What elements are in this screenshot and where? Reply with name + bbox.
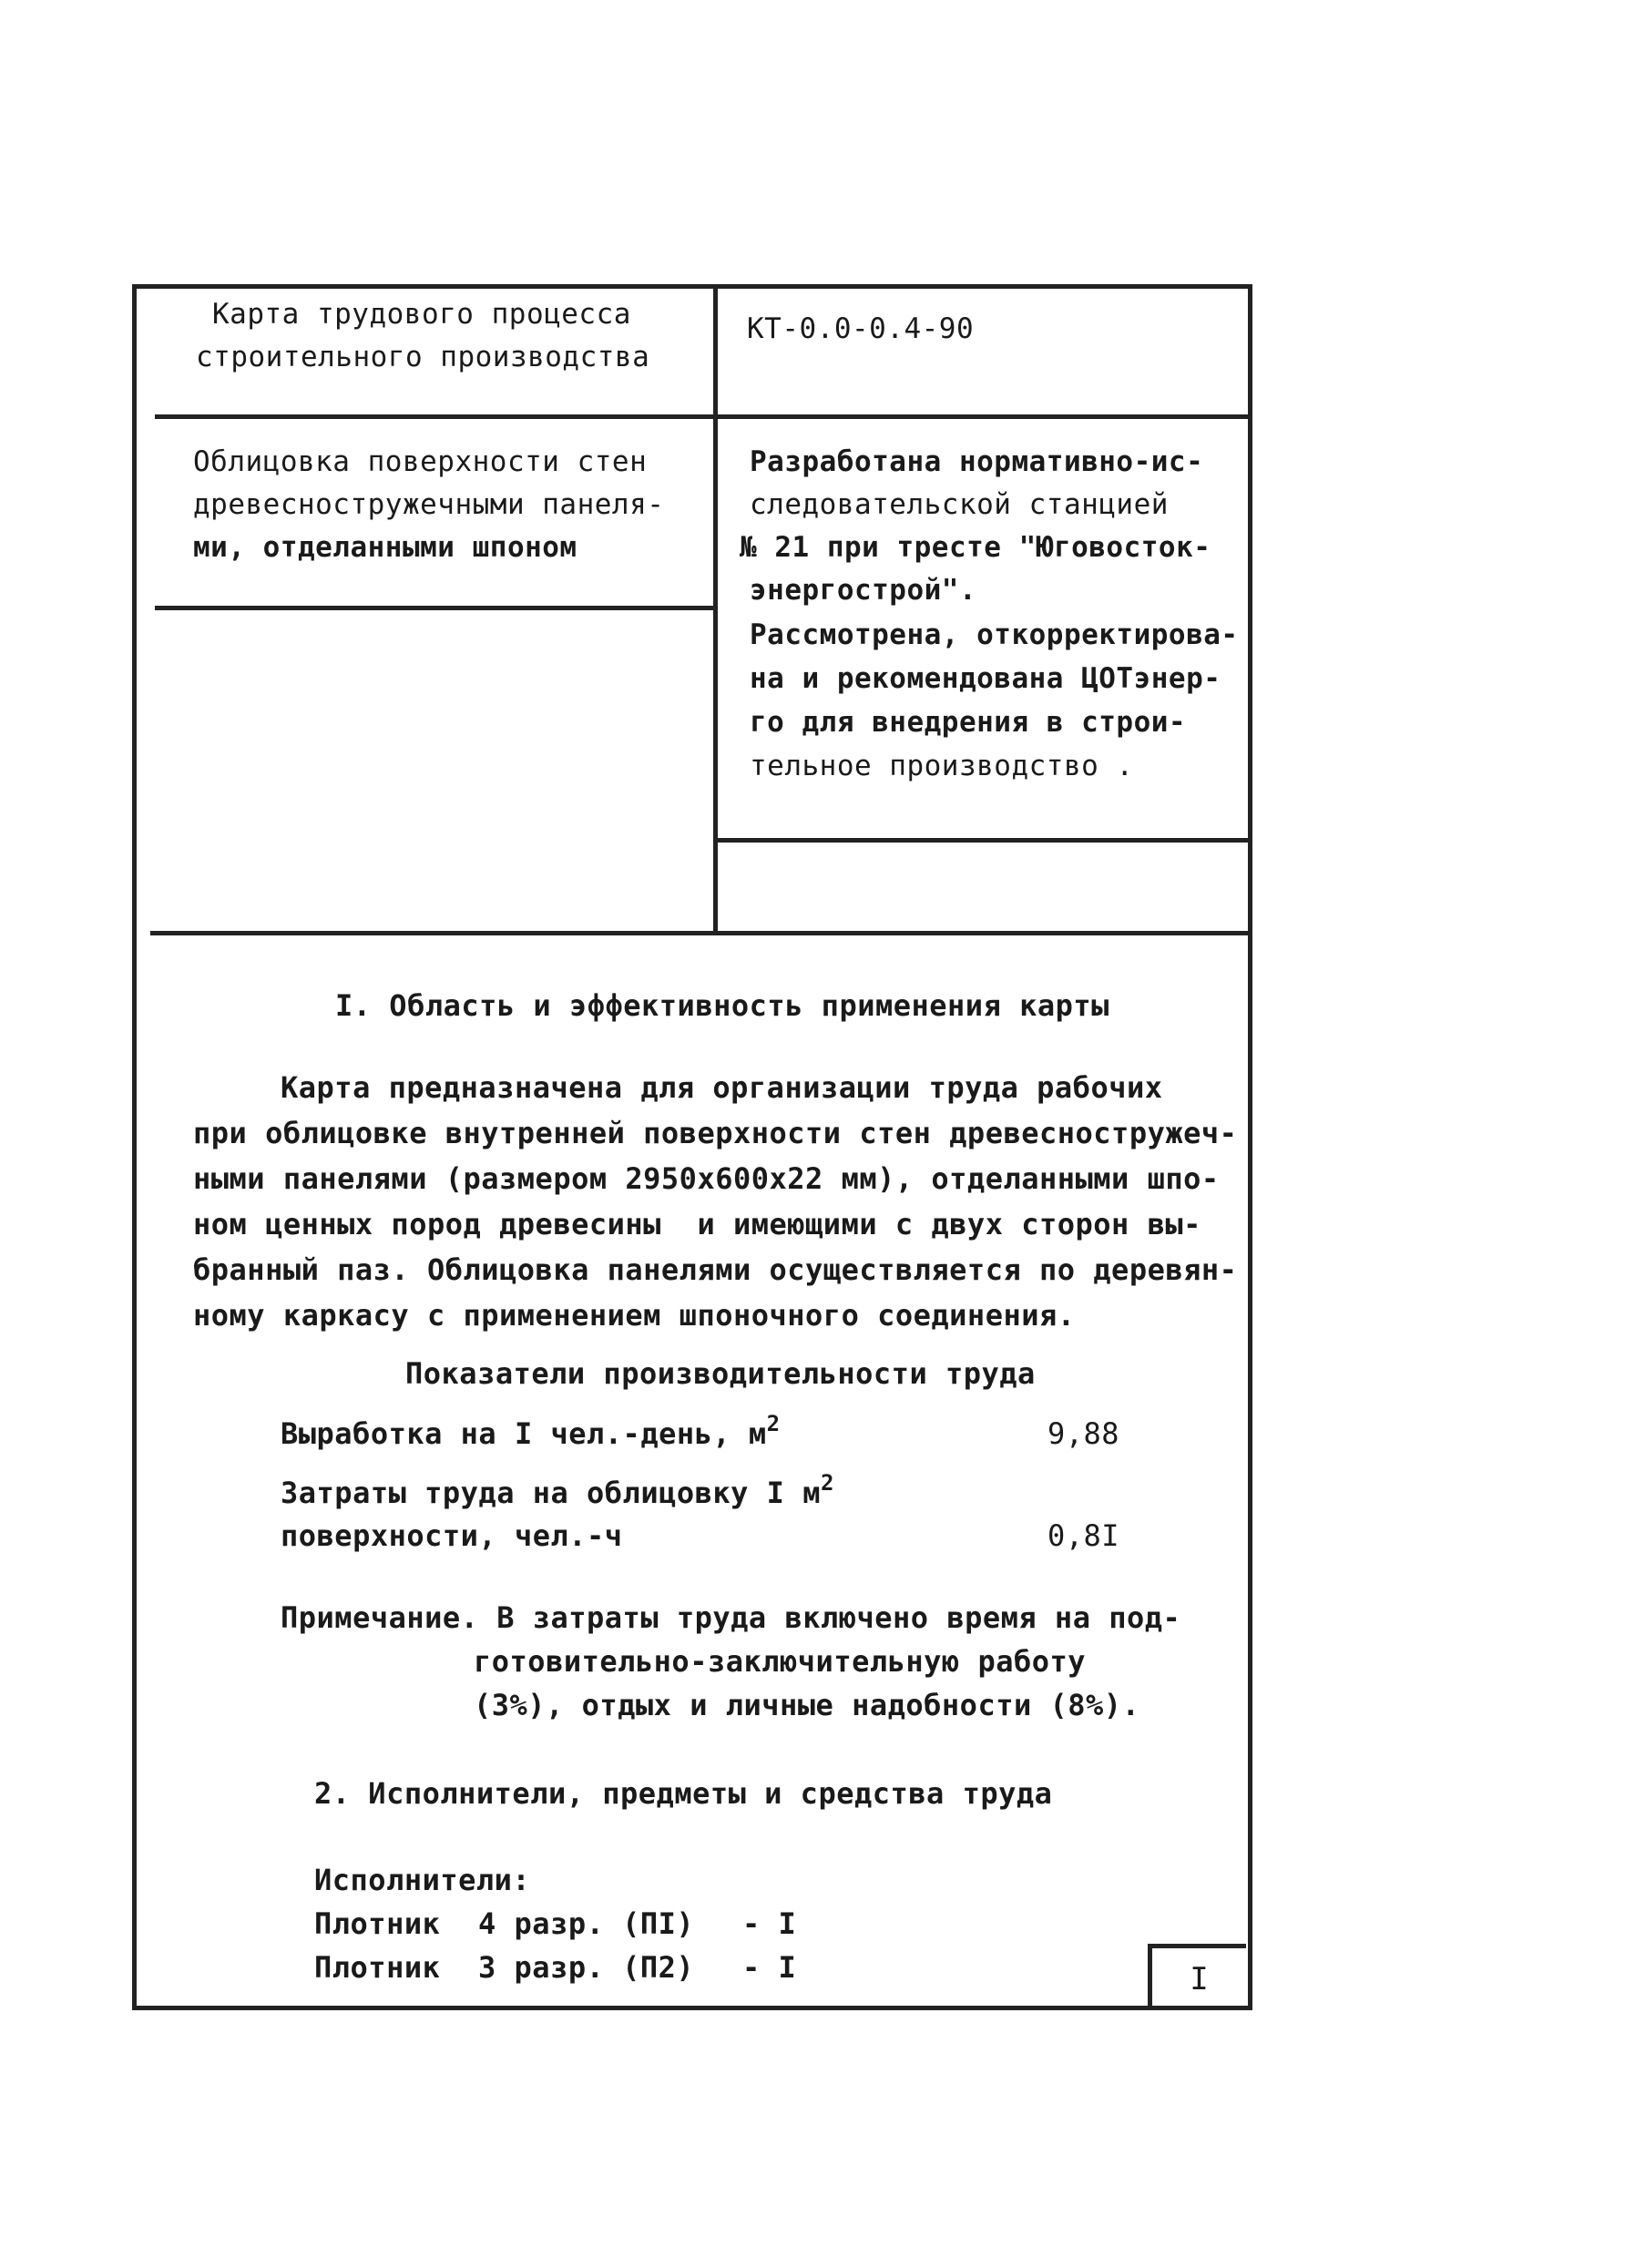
performer-grade: 3 разр. (П2) (478, 1950, 695, 1985)
work-title-line-2: древесностружечными панеля- (193, 488, 665, 521)
indicators-title: Показатели производительности труда (405, 1356, 1036, 1391)
developer-line-1: Разработана нормативно-ис- (750, 445, 1204, 478)
performer-role: Плотник (314, 1950, 441, 1985)
section-1-paragraph-line: Карта предназначена для организации труда рабочих (281, 1070, 1163, 1105)
section-1-paragraph-line: ному каркасу с применением шпоночного соединения. (193, 1298, 1076, 1333)
developer-line-3: № 21 при тресте "Юговосток- (740, 531, 1211, 564)
developer-line-2: следовательской станцией (750, 488, 1169, 521)
work-title-line-3: ми, отделанными шпоном (193, 531, 577, 564)
developer-line-5: Рассмотрена, откорректирова- (750, 618, 1239, 651)
section-1-paragraph-line: ном ценных пород древесины и имеющими с двух сторон вы- (193, 1207, 1201, 1241)
header-bottom-rule (150, 931, 1252, 935)
indicator-labor-value: 0,8I (1047, 1518, 1120, 1553)
indicator-labor-label-cont: поверхности, чел.-ч (281, 1518, 623, 1553)
developer-line-8: тельное производство . (750, 750, 1134, 782)
developer-line-4: энергострой". (750, 574, 977, 607)
header-rule-3-right (713, 838, 1252, 843)
indicator-output-label: Выработка на I чел.-день, $м^2$ (281, 1411, 781, 1451)
performer-count: - I (742, 1950, 797, 1985)
performer-count: - I (742, 1906, 797, 1941)
header-rule-1 (155, 414, 1252, 419)
indicator-labor-label: Затраты труда на облицовку I $м^2$ (281, 1470, 834, 1510)
work-title-line-1: Облицовка поверхности стен (193, 445, 648, 478)
note-line-3: (3%), отдых и личные надобности (8%). (474, 1688, 1140, 1722)
developer-line-6: на и рекомендована ЦОТэнер- (750, 662, 1221, 695)
card-code: КТ-0.0-0.4-90 (747, 312, 975, 345)
section-2-heading: 2. Исполнители, предметы и средства труда (314, 1776, 1053, 1811)
performer-grade: 4 разр. (ПI) (478, 1906, 695, 1941)
note-line-2: готовительно-заключительную работу (474, 1644, 1087, 1679)
indicator-output-value: 9,88 (1047, 1416, 1120, 1451)
card-type-line-1: Карта трудового процесса (212, 298, 631, 331)
note-line-1: Примечание. В затраты труда включено время на под- (281, 1600, 1181, 1635)
performers-label: Исполнители: (314, 1863, 531, 1897)
section-1-paragraph-line: ными панелями (размером 2950х600х22 мм), отделанными шпо- (193, 1161, 1220, 1196)
section-1-heading: I. Область и эффективность применения карты (335, 988, 1109, 1023)
section-1-paragraph-line: бранный паз. Облицовка панелями осуществляется по деревян- (193, 1252, 1238, 1287)
performer-role: Плотник (314, 1906, 441, 1941)
developer-line-7: го для внедрения в строи- (750, 706, 1187, 739)
page-number: I (1148, 1944, 1246, 2009)
header-rule-2-left (155, 606, 718, 610)
card-type-line-2: строительного производства (196, 341, 650, 373)
section-1-paragraph-line: при облицовке внутренней поверхности стен древесностружеч- (193, 1116, 1238, 1150)
